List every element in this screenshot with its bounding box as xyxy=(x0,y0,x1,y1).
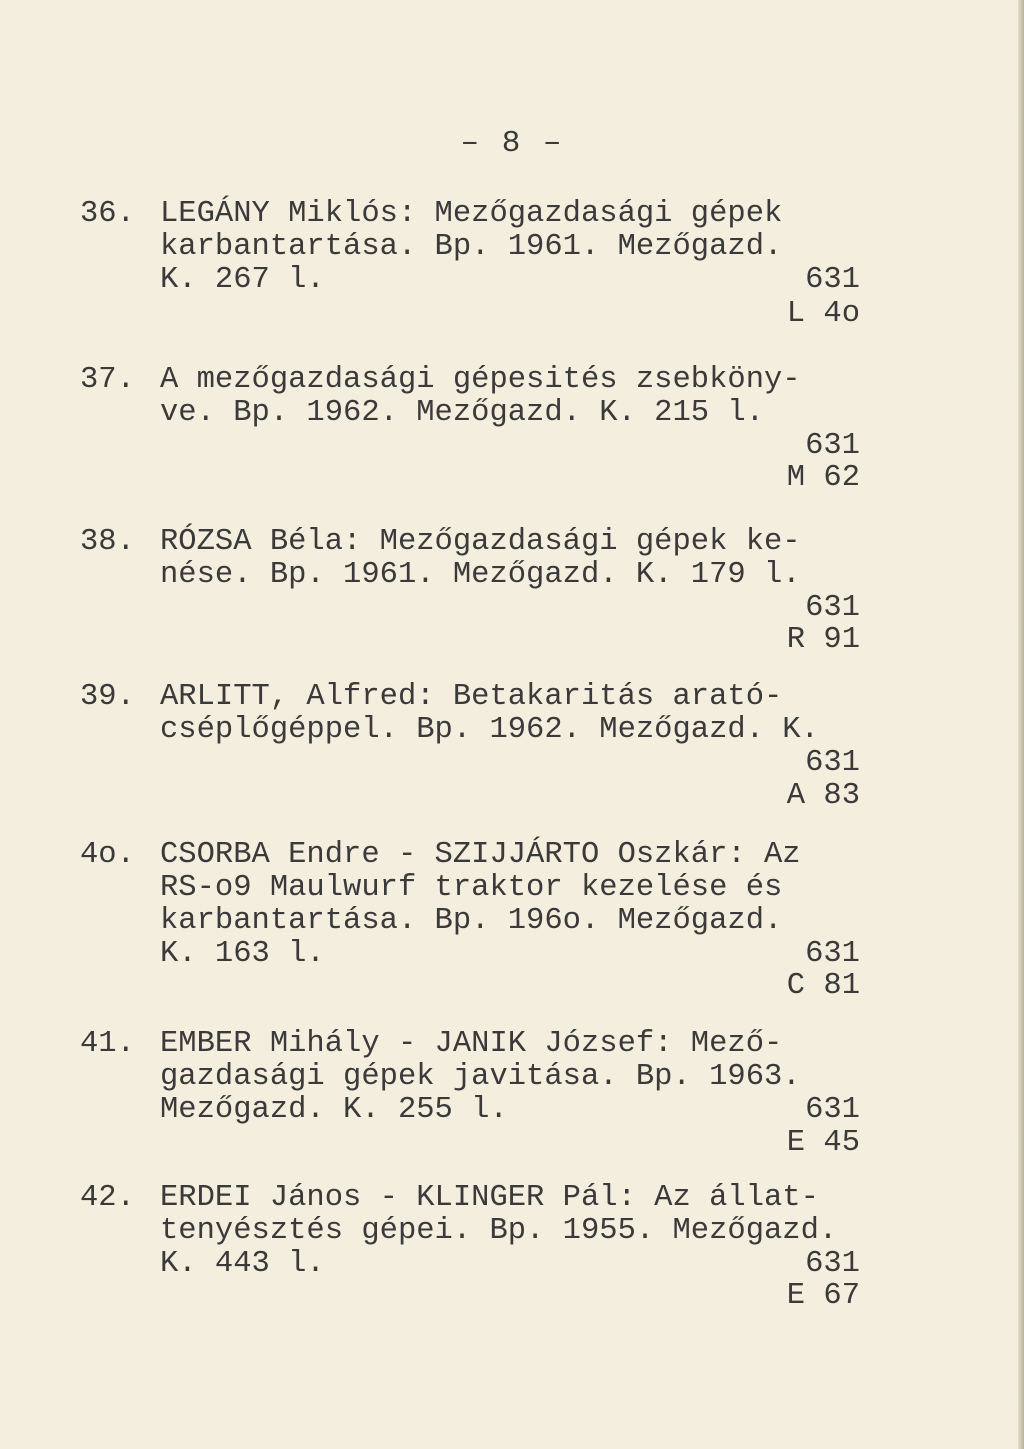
entry-line: CSORBA Endre - SZIJJÁRTO Oszkár: Az xyxy=(160,838,801,872)
call-number-class: 631 xyxy=(805,263,860,297)
entry-line: karbantartása. Bp. 1961. Mezőgazd. xyxy=(160,230,783,264)
entry-line: nése. Bp. 1961. Mezőgazd. K. 179 l. xyxy=(160,558,801,592)
entry-line: K. 267 l. xyxy=(160,263,325,297)
entry-line: EMBER Mihály - JANIK József: Mező- xyxy=(160,1027,783,1061)
entry-number: 38. xyxy=(80,525,135,559)
entry-line: Mezőgazd. K. 255 l. xyxy=(160,1093,508,1127)
call-number-cutter: A 83 xyxy=(786,779,860,813)
call-number-cutter: E 67 xyxy=(786,1279,860,1313)
entry-line: K. 163 l. xyxy=(160,937,325,971)
call-number-cutter: M 62 xyxy=(786,461,860,495)
entry-number: 41. xyxy=(80,1027,135,1061)
entry-line: ARLITT, Alfred: Betakaritás arató- xyxy=(160,680,783,714)
call-number-cutter: R 91 xyxy=(786,623,860,657)
entry-line: K. 443 l. xyxy=(160,1247,325,1281)
entry-number: 36. xyxy=(80,197,135,231)
call-number-class: 631 xyxy=(805,591,860,625)
entry-number: 4o. xyxy=(80,838,135,872)
call-number-cutter: L 4o xyxy=(786,297,860,331)
entry-line: RÓZSA Béla: Mezőgazdasági gépek ke- xyxy=(160,525,801,559)
call-number-cutter: E 45 xyxy=(786,1126,860,1160)
call-number-class: 631 xyxy=(805,1093,860,1127)
entry-number: 37. xyxy=(80,363,135,397)
entry-line: cséplőgéppel. Bp. 1962. Mezőgazd. K. xyxy=(160,713,819,747)
entry-line: A mezőgazdasági gépesités zsebköny- xyxy=(160,363,801,397)
entry-line: ve. Bp. 1962. Mezőgazd. K. 215 l. xyxy=(160,396,764,430)
page-number: – 8 – xyxy=(460,126,564,161)
entry-line: tenyésztés gépei. Bp. 1955. Mezőgazd. xyxy=(160,1214,838,1248)
entry-line: gazdasági gépek javitása. Bp. 1963. xyxy=(160,1060,801,1094)
entry-number: 42. xyxy=(80,1181,135,1215)
entry-line: karbantartása. Bp. 196o. Mezőgazd. xyxy=(160,904,783,938)
page-edge-shadow xyxy=(1018,0,1024,1449)
call-number-class: 631 xyxy=(805,937,860,971)
entry-line: ERDEI János - KLINGER Pál: Az állat- xyxy=(160,1181,819,1215)
call-number-class: 631 xyxy=(805,429,860,463)
entry-number: 39. xyxy=(80,680,135,714)
entry-line: LEGÁNY Miklós: Mezőgazdasági gépek xyxy=(160,197,783,231)
call-number-class: 631 xyxy=(805,1247,860,1281)
call-number-class: 631 xyxy=(805,746,860,780)
call-number-cutter: C 81 xyxy=(786,969,860,1003)
entry-line: RS-o9 Maulwurf traktor kezelése és xyxy=(160,871,783,905)
